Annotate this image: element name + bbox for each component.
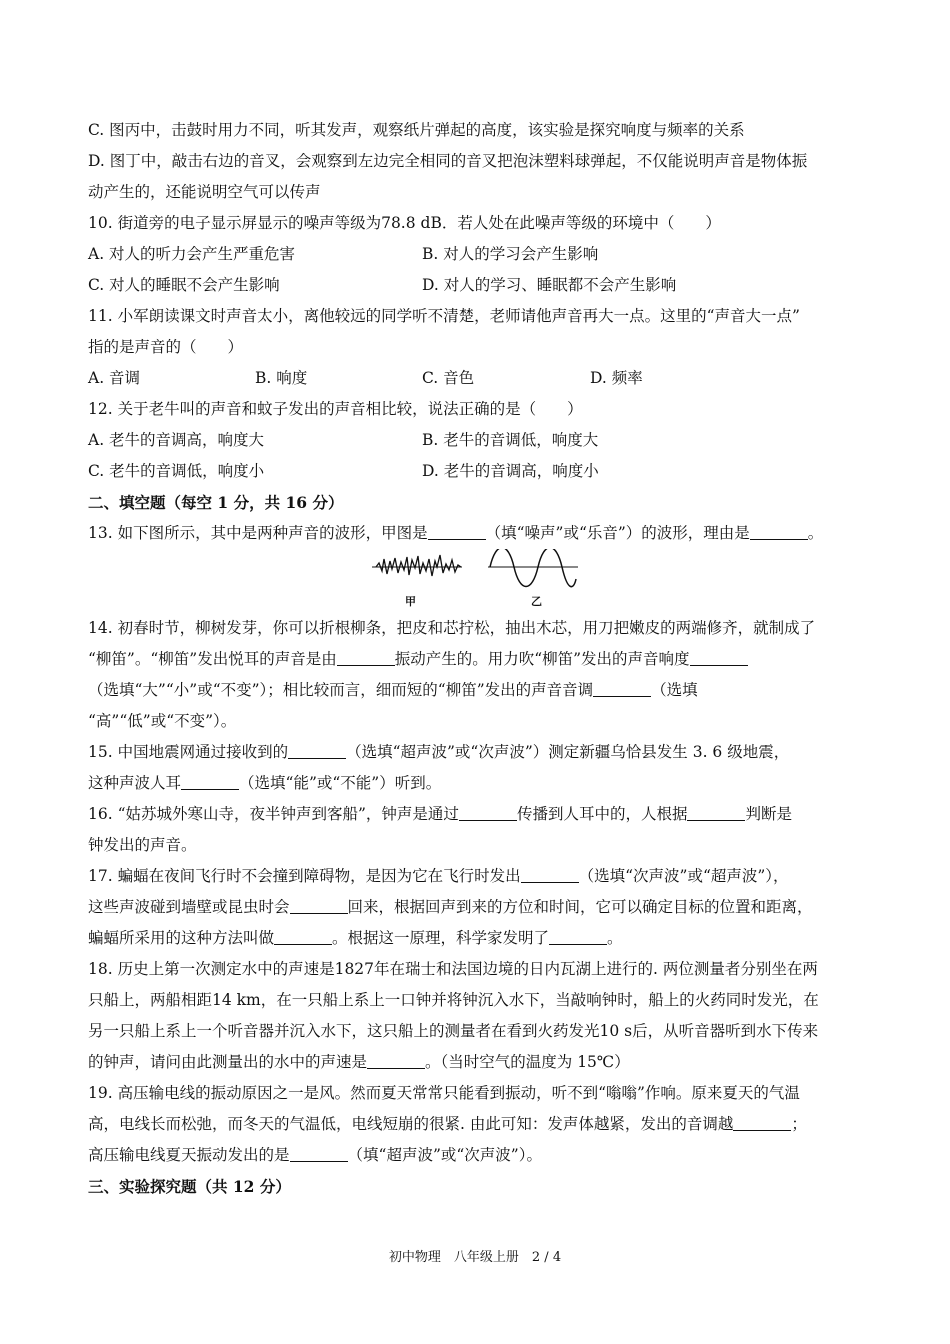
q19-line2 xyxy=(88,1109,878,1140)
figure-label-yi: 乙 xyxy=(531,595,542,608)
q19-line3 xyxy=(88,1140,878,1171)
q19-text-3b: （填“超声波”或“次声波”）。 xyxy=(347,1146,542,1164)
q12-option-b: B. 老牛的音调低，响度大 xyxy=(422,431,599,449)
q12-option-c: C. 老牛的音调低，响度小 xyxy=(88,462,265,480)
q16-text-1c: 判断是 xyxy=(745,805,792,823)
q14-text-2a: “柳笛”。“柳笛”发出悦耳的声音是由 xyxy=(88,650,337,668)
q13-waveform-figure xyxy=(88,549,878,613)
q18-line1: 18. 历史上第一次测定水中的声速是1827年在瑞士和法国边境的日内瓦湖上进行的. 两位测量者分别坐在两 xyxy=(88,960,818,978)
q12-stem: 12. 关于老牛叫的声音和蚊子发出的声音相比较，说法正确的是（ ） xyxy=(88,400,583,418)
q16-line2: 钟发出的声音。 xyxy=(88,836,197,854)
q17-blank-4 xyxy=(549,926,607,945)
q10-stem: 10. 街道旁的电子显示屏显示的噪声等级为78.8 dB．若人处在此噪声等级的环境中（ ） xyxy=(88,214,721,232)
q18-text-4b: 。（当时空气的温度为 15℃） xyxy=(425,1053,630,1071)
q15-text-1a: 15. 中国地震网通过接收到的 xyxy=(88,743,289,761)
q16-text-1b: 传播到人耳中的，人根据 xyxy=(516,805,688,823)
q15-text-2a: 这种声波人耳 xyxy=(88,774,182,792)
page-footer: 初中物理 八年级上册 2 / 4 xyxy=(388,1250,562,1265)
q17-line1 xyxy=(88,861,878,892)
q11-stem-line2: 指的是声音的（ ） xyxy=(88,338,244,356)
q10-options-row2 xyxy=(88,270,878,301)
q15-line1 xyxy=(88,737,878,768)
q13-stem xyxy=(88,518,878,549)
q14-text-3a: （选填“大”“小”或“不变”）；相比较而言，细而短的“柳笛”发出的声音音调 xyxy=(88,681,594,699)
section-fill-in-heading: 二、填空题（每空 1 分，共 16 分） xyxy=(88,493,344,512)
q19-text-3a: 高压输电线夏天振动发出的是 xyxy=(88,1146,290,1164)
q14-text-3b: （选填 xyxy=(651,681,698,699)
q14-line4: “高”“低”或“不变”）。 xyxy=(88,712,237,730)
q17-line2 xyxy=(88,892,878,923)
q10-option-c: C. 对人的睡眠不会产生影响 xyxy=(88,276,280,294)
q15-blank-2 xyxy=(181,771,239,790)
q13-blank-1 xyxy=(428,521,486,540)
q19-line1: 19. 高压输电线的振动原因之一是风。然而夏天常常只能看到振动，听不到“嗡嗡”作响。原来夏天的气温 xyxy=(88,1084,800,1102)
q14-line3 xyxy=(88,675,878,706)
q14-line1: 14. 初春时节，柳树发芽，你可以折根柳条，把皮和芯拧松，抽出木芯，用刀把嫩皮的两端修齐，就制成了 xyxy=(88,619,816,637)
q11-options xyxy=(88,363,878,394)
q15-blank-1 xyxy=(288,740,346,759)
q17-text-3c: 。 xyxy=(607,929,623,947)
q11-stem-line1: 11. 小军朗读课文时声音太小，离他较远的同学听不清楚，老师请他声音再大一点。这里的“声音大一点” xyxy=(88,307,800,325)
q10-options-row1 xyxy=(88,239,878,270)
q12-options-row2 xyxy=(88,456,878,487)
q10-option-d: D. 对人的学习、睡眠都不会产生影响 xyxy=(422,276,677,294)
figure-label-jia: 甲 xyxy=(405,595,416,608)
q17-text-2b: 回来，根据回声到来的方位和时间，它可以确定目标的位置和距离， xyxy=(347,898,813,916)
q11-option-c: C. 音色 xyxy=(422,369,475,387)
q15-line2 xyxy=(88,768,878,799)
q14-blank-2 xyxy=(690,647,748,666)
noise-waveform xyxy=(376,555,461,576)
q14-line2 xyxy=(88,644,878,675)
q10-option-a: A. 对人的听力会产生严重危害 xyxy=(88,245,296,263)
q9-option-d-line1: D. 图丁中，敲击右边的音叉，会观察到左边完全相同的音叉把泡沫塑料球弹起，不仅能说明声音是物体振 xyxy=(88,152,808,170)
q19-text-2b: ； xyxy=(791,1115,807,1133)
q17-text-3b: 。根据这一原理，科学家发明了 xyxy=(332,929,550,947)
q15-text-2b: （选填“能”或“不能”）听到。 xyxy=(239,774,442,792)
q16-blank-1 xyxy=(459,802,517,821)
q11-option-b: B. 响度 xyxy=(255,369,308,387)
q12-option-d: D. 老牛的音调高，响度小 xyxy=(422,462,599,480)
q11-option-a: A. 音调 xyxy=(88,369,141,387)
q19-text-2a: 高，电线长而松弛，而冬天的气温低，电线短崩的很紧. 由此可知：发声体越紧，发出的音调越 xyxy=(88,1115,734,1133)
q16-blank-2 xyxy=(687,802,745,821)
exam-page xyxy=(88,115,878,1202)
q17-blank-1 xyxy=(521,864,579,883)
q19-blank-1 xyxy=(733,1112,791,1131)
q16-text-1a: 16. “姑苏城外寒山寺，夜半钟声到客船”，钟声是通过 xyxy=(88,805,459,823)
q9-option-c: C. 图丙中，击鼓时用力不同，听其发声，观察纸片弹起的高度，该实验是探究响度与频率的关系 xyxy=(88,121,745,139)
q13-text-1: 13. 如下图所示，其中是两种声音的波形，甲图是 xyxy=(88,524,428,542)
q11-option-d: D. 频率 xyxy=(590,369,643,387)
q18-text-4a: 的钟声，请问由此测量出的水中的声速是 xyxy=(88,1053,368,1071)
q17-line3 xyxy=(88,923,878,954)
tone-waveform xyxy=(490,549,576,587)
q18-line4 xyxy=(88,1047,878,1078)
q13-text-3: 。 xyxy=(807,524,824,542)
q18-blank-1 xyxy=(367,1050,425,1069)
q17-text-1a: 17. 蝙蝠在夜间飞行时不会撞到障碍物，是因为它在飞行时发出 xyxy=(88,867,521,885)
q18-line3: 另一只船上系上一个听音器并沉入水下，这只船上的测量者在看到火药发光10 s后，从听音器听到水下传来 xyxy=(88,1022,819,1040)
waveform-diagram xyxy=(370,549,580,613)
q17-text-2a: 这些声波碰到墙壁或昆虫时会 xyxy=(88,898,290,916)
q19-blank-2 xyxy=(290,1143,348,1162)
q14-blank-3 xyxy=(593,678,651,697)
q12-option-a: A. 老牛的音调高，响度大 xyxy=(88,431,265,449)
q14-text-2b: 振动产生的。用力吹“柳笛”发出的声音响度 xyxy=(394,650,690,668)
section-experiment-heading: 三、实验探究题（共 12 分） xyxy=(88,1177,291,1196)
q9-option-d-line2: 动产生的，还能说明空气可以传声 xyxy=(88,183,321,201)
q12-options-row1 xyxy=(88,425,878,456)
q16-line1 xyxy=(88,799,878,830)
q10-option-b: B. 对人的学习会产生影响 xyxy=(422,245,599,263)
q18-line2: 只船上，两船相距14 km，在一只船上系上一口钟并将钟沉入水下，当敲响钟时，船上的火药同时发光，在 xyxy=(88,991,819,1009)
q14-blank-1 xyxy=(337,647,395,666)
q17-blank-2 xyxy=(290,895,348,914)
q13-text-2: （填“噪声”或“乐音”）的波形，理由是 xyxy=(485,524,750,542)
q17-text-3a: 蝙蝠所采用的这种方法叫做 xyxy=(88,929,275,947)
q17-blank-3 xyxy=(274,926,332,945)
q15-text-1b: （选填“超声波”或“次声波”）测定新疆乌恰县发生 3. 6 级地震， xyxy=(346,743,790,761)
q13-blank-2 xyxy=(750,521,808,540)
q17-text-1b: （选填“次声波”或“超声波”）， xyxy=(578,867,789,885)
